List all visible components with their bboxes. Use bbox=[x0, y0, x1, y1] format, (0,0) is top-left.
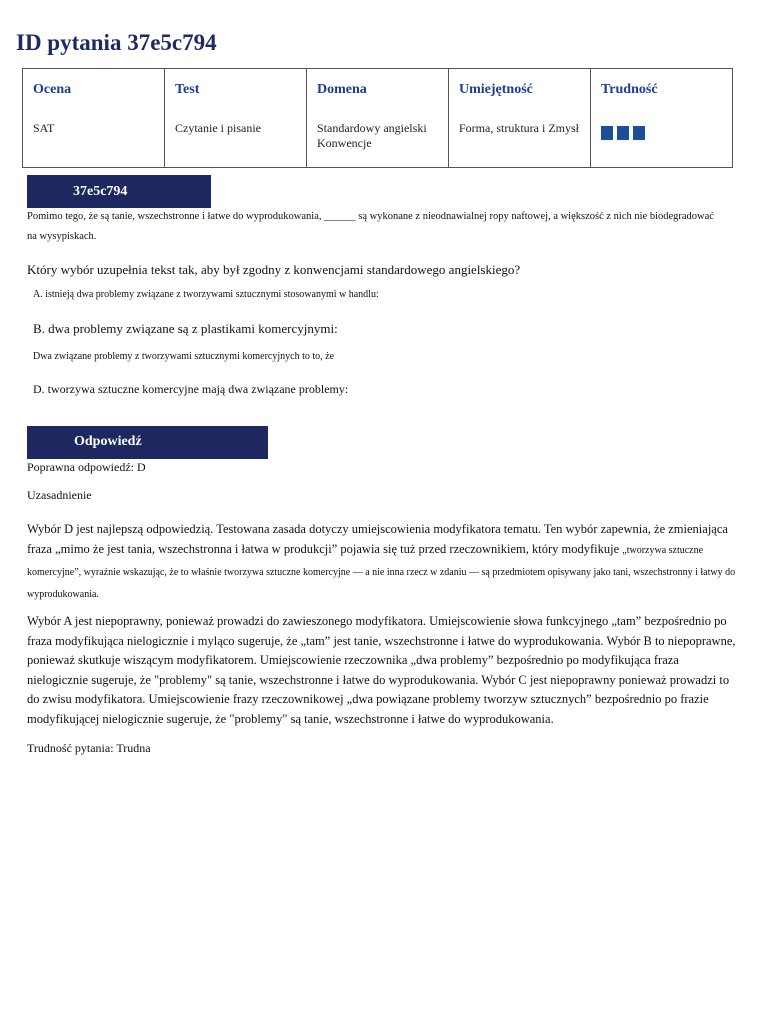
meta-header-test: Test bbox=[175, 82, 200, 97]
meta-cell-test bbox=[165, 69, 307, 168]
answer-option-d: D. tworzywa sztuczne komercyjne mają dwa związane problemy: bbox=[33, 382, 349, 396]
answer-option-b: B. dwa problemy związane są z plastikami komercyjnymi: bbox=[33, 321, 338, 336]
difficulty-indicator bbox=[601, 126, 732, 140]
question-prompt: Który wybór uzupełnia tekst tak, aby był zgodny z konwencjami standardowego angielskiego? bbox=[27, 262, 521, 277]
justification-paragraph-1-small: „tworzywa sztuczne komercyjne”, wyraźnie wskazując, że to właśnie tworzywa sztuczne komercyjne — a nie inna rzecz w zdaniu — są przedmiotem opisywany jako tani, wszechstronny i łatwy do wyprodukowania. bbox=[27, 545, 736, 600]
meta-header-domain: Domena bbox=[317, 82, 367, 97]
justification-heading: Uzasadnienie bbox=[27, 488, 92, 502]
correct-answer: Poprawna odpowiedź: D bbox=[27, 460, 146, 474]
answer-option-a: A. istnieją dwa problemy związane z tworzywami sztucznymi stosowanymi w handlu: bbox=[33, 289, 379, 300]
meta-cell-skill bbox=[449, 69, 591, 168]
question-id-banner: 37e5c794 bbox=[27, 175, 211, 208]
question-metadata-table bbox=[22, 68, 733, 168]
meta-value-assessment: SAT bbox=[33, 121, 55, 135]
meta-value-skill: Forma, struktura i Zmysł bbox=[459, 121, 579, 135]
meta-cell-assessment bbox=[23, 69, 165, 168]
meta-cell-difficulty bbox=[591, 69, 733, 168]
question-passage: Pomimo tego, że są tanie, wszechstronne i łatwe do wyprodukowania, ______ są wykonane z nieodnawialnej ropy naftowej, a większość z nich nie biodegradować na wysypiskach. bbox=[27, 211, 714, 242]
meta-cell-domain bbox=[307, 69, 449, 168]
justification-paragraph-1 bbox=[27, 519, 739, 605]
meta-header-assessment: Ocena bbox=[33, 82, 72, 97]
difficulty-bar bbox=[617, 126, 629, 140]
page-title: ID pytania 37e5c794 bbox=[16, 30, 217, 55]
meta-value-test: Czytanie i pisanie bbox=[175, 121, 261, 135]
justification-paragraph-1-main: Wybór D jest najlepszą odpowiedzią. Testowana zasada dotyczy umiejscowienia modyfikatora tematu. Ten wybór zapewnia, że zmieniająca fraza „mimo że jest tania, wszechstronna i łatwa w produkcji” pojawia się tuż przed rzeczownikiem, który modyfikuje bbox=[27, 522, 728, 556]
justification-paragraph-2: Wybór A jest niepoprawny, ponieważ prowadzi do zawieszonego modyfikatora. Umiejscowienie słowa funkcyjnego „tam” bezpośrednio po fraza modyfikująca nielogicznie i myląco sugeruje, że „tam” jest tanie, wszechstronne i łatwe do wyprodukowania. Wybór B to niepoprawne, ponieważ skutkuje wiszącym modyfikatorem. Umiejscowienie rzeczownika „dwa problemy” bezpośrednio po modyfikująca fraza nielogicznie sugeruje, że "problemy" są tanie, wszechstronne i łatwe do wyprodukowania. Wybór C jest niepoprawny ponieważ prowadzi to do zwisu modyfikatora. Umiejscowienie frazy rzeczownikowej „dwa powiązane problemy tworzyw sztucznych” bezpośrednio po frazie modyfikującej nielogicznie sugeruje, że "problemy" są tanie, wszechstronne i łatwe do wyprodukowania. bbox=[27, 614, 736, 726]
answer-banner: Odpowiedź bbox=[27, 426, 268, 459]
meta-value-domain: Standardowy angielski Konwencje bbox=[317, 121, 427, 150]
meta-header-difficulty: Trudność bbox=[601, 82, 658, 97]
difficulty-bar bbox=[633, 126, 645, 140]
meta-header-skill: Umiejętność bbox=[459, 82, 533, 97]
difficulty-bar bbox=[601, 126, 613, 140]
question-difficulty-line: Trudność pytania: Trudna bbox=[27, 741, 151, 755]
answer-option-c: Dwa związane problemy z tworzywami sztucznymi komercyjnych to to, że bbox=[33, 351, 335, 362]
